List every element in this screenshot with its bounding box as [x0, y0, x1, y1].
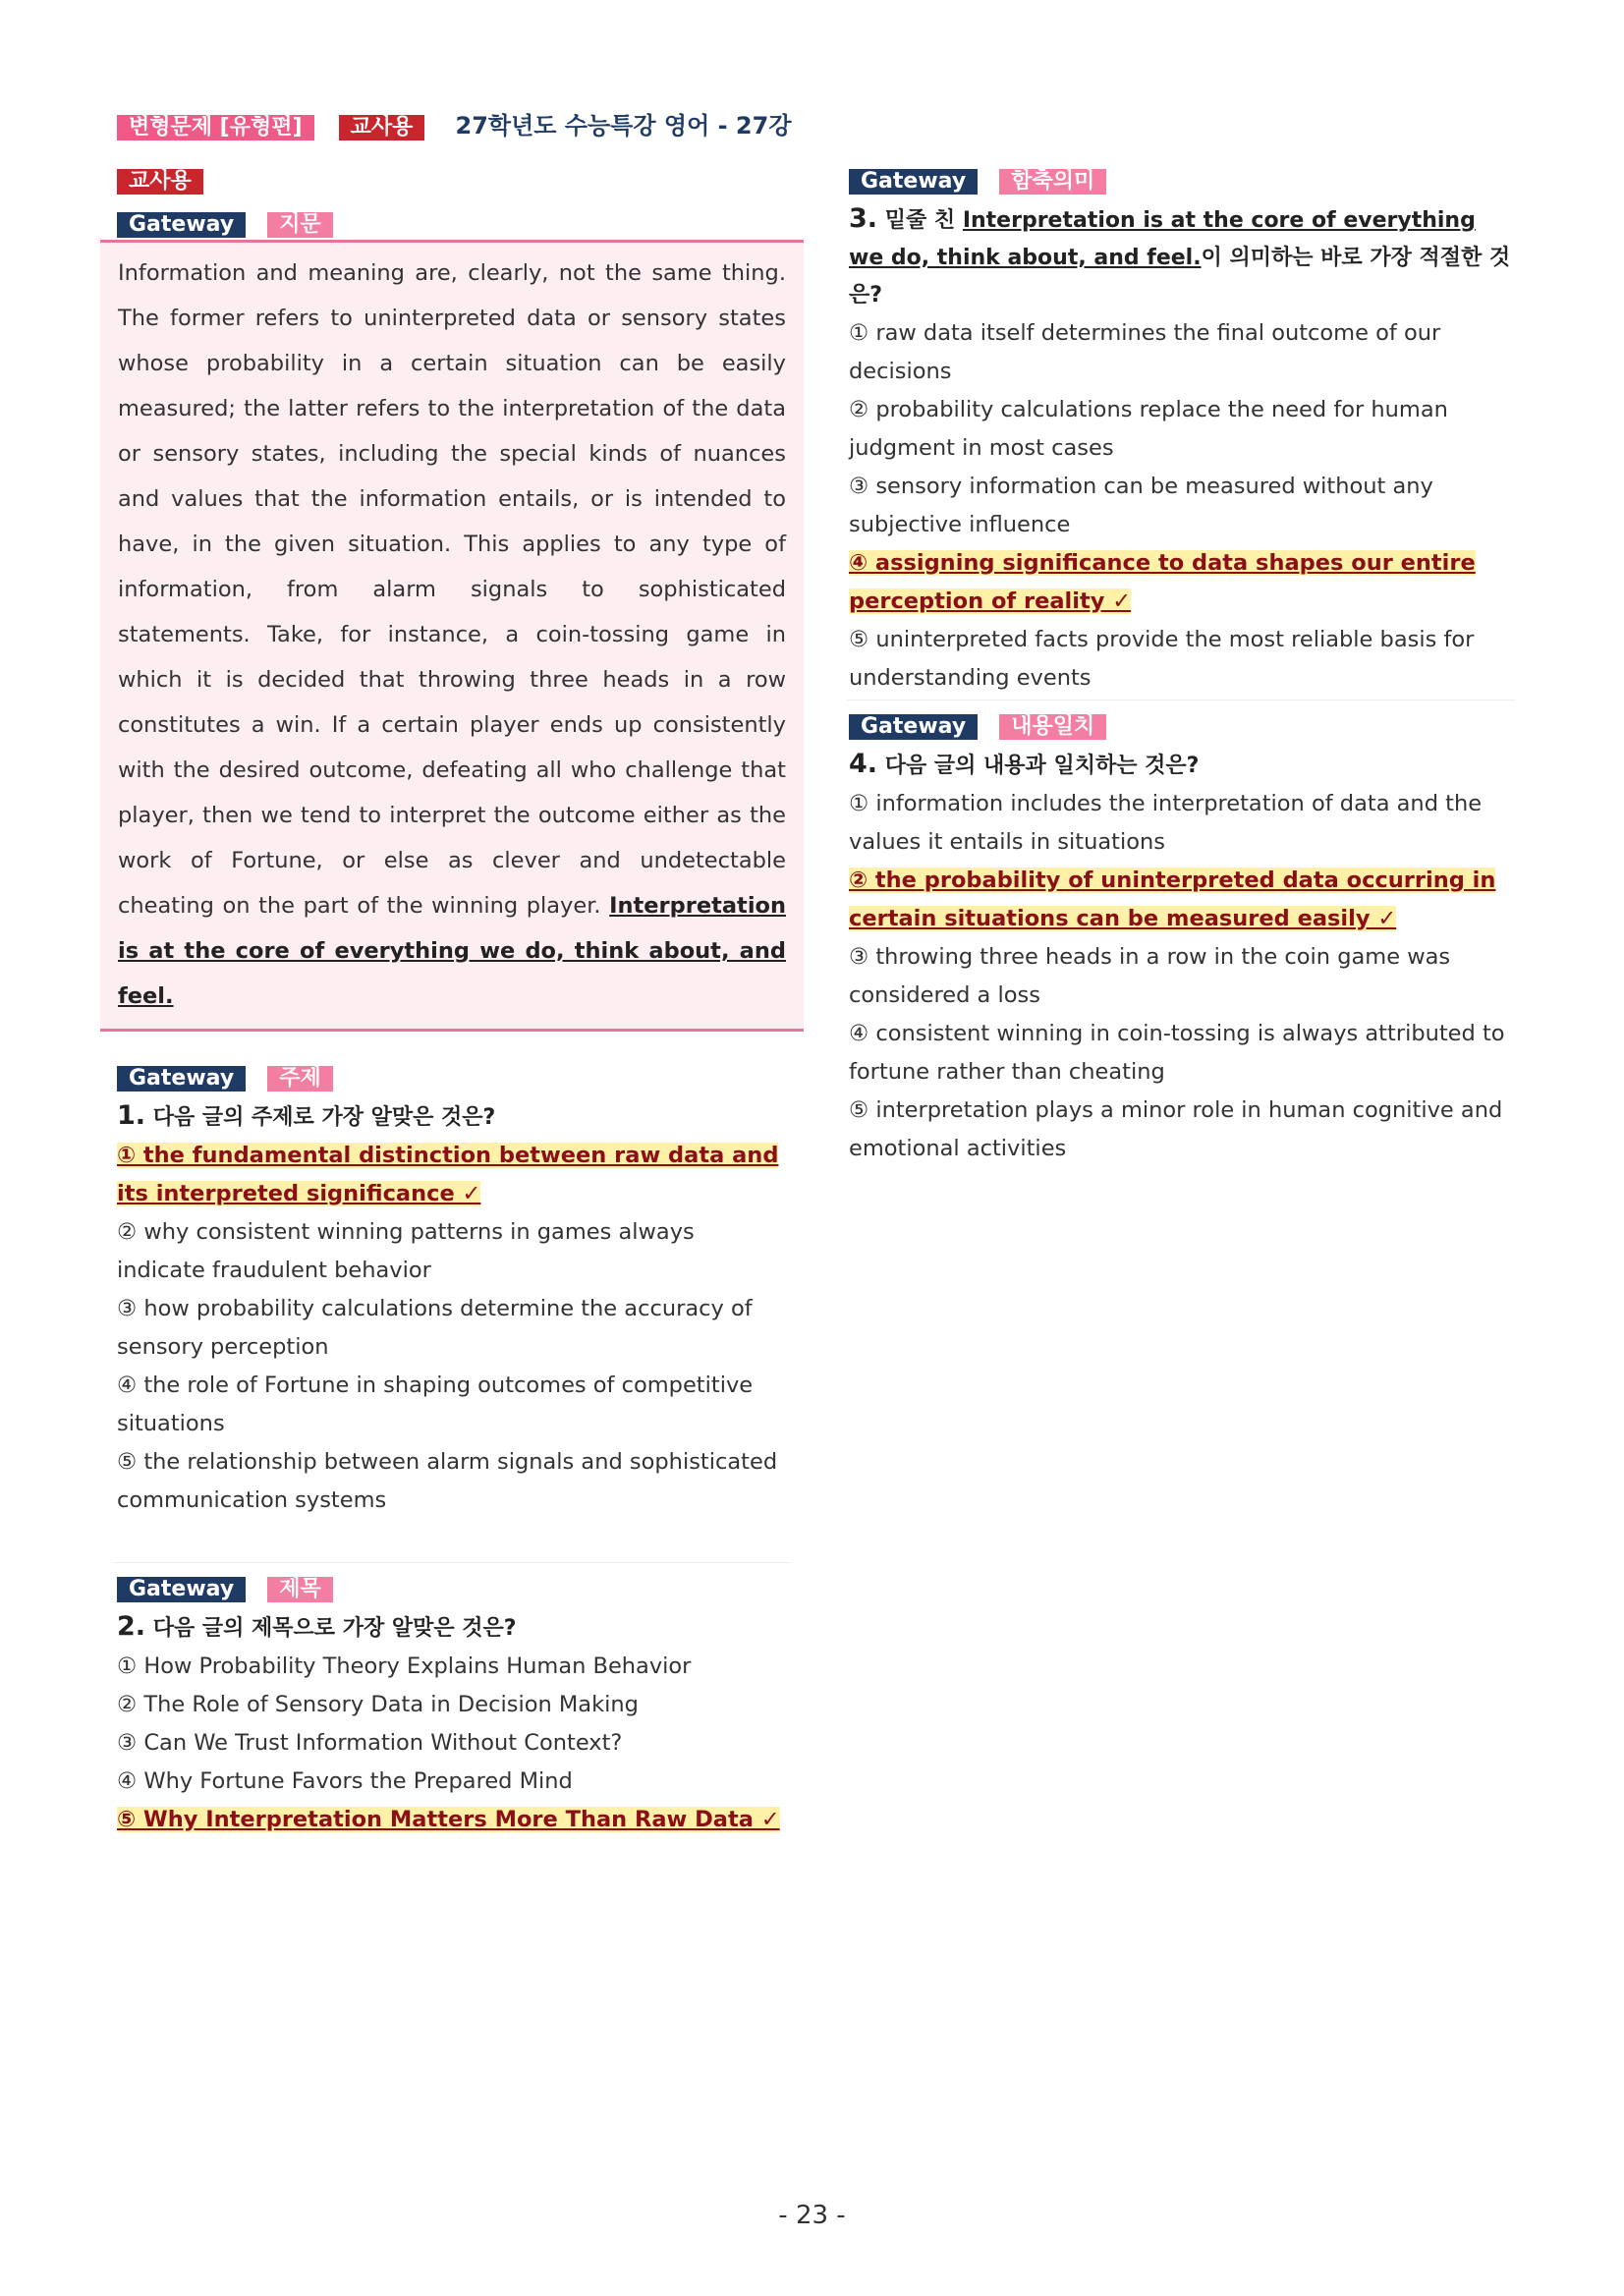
question-number: 3. [849, 203, 878, 234]
question-4 [849, 714, 1517, 1168]
option-3[interactable]: ③ how probability calculations determine the accuracy of sensory perception [117, 1296, 753, 1360]
option-3[interactable]: ③ throwing three heads in a row in the coin game was considered a loss [849, 944, 1451, 1008]
question-text: 다음 글의 제목으로 가장 알맞은 것은? [152, 1616, 517, 1641]
teacher-tag-left: 교사용 [117, 169, 203, 195]
page-title: 27학년도 수능특강 영어 - 27강 [455, 112, 792, 140]
option-5[interactable]: ⑤ interpretation plays a minor role in human cognitive and emotional activities [849, 1097, 1503, 1161]
question-suffix: 이 의미하는 바로 가장 적절한 것은? [849, 246, 1511, 308]
question-number: 1. [117, 1100, 146, 1131]
title-tag: 제목 [267, 1577, 333, 1602]
divider [113, 1562, 791, 1563]
question-number: 2. [117, 1611, 146, 1642]
option-2[interactable]: ② The Role of Sensory Data in Decision Making [117, 1692, 639, 1717]
question-title [849, 746, 1517, 785]
question-3 [849, 169, 1517, 698]
question-underlined: Interpretation is at the core of everything we do, think about, and feel. [849, 208, 1476, 270]
gateway-tag: Gateway [117, 212, 246, 238]
option-5[interactable]: ⑤ uninterpreted facts provide the most reliable basis for understanding events [849, 627, 1475, 691]
passage-box [100, 240, 804, 1032]
gateway-tag: Gateway [849, 169, 978, 195]
topic-tag: 주제 [267, 1066, 333, 1092]
option-2[interactable]: ② the probability of uninterpreted data occurring in certain situations can be measured easily ✓ [849, 868, 1496, 931]
question-text: 다음 글의 내용과 일치하는 것은? [884, 754, 1200, 778]
page-number: - 23 - [778, 2201, 846, 2230]
passage-tag: 지문 [267, 212, 333, 238]
question-title [117, 1608, 785, 1648]
content-match-tag: 내용일치 [999, 714, 1106, 740]
left-column [100, 169, 804, 1032]
option-2[interactable]: ② why consistent winning patterns in games always indicate fraudulent behavior [117, 1219, 695, 1283]
option-1[interactable]: ① raw data itself determines the final outcome of our decisions [849, 320, 1441, 384]
question-number: 4. [849, 749, 878, 779]
option-5[interactable]: ⑤ Why Interpretation Matters More Than Raw Data ✓ [117, 1807, 780, 1832]
option-3[interactable]: ③ Can We Trust Information Without Context? [117, 1730, 623, 1756]
gateway-tag: Gateway [849, 714, 978, 740]
teacher-tag: 교사용 [339, 115, 425, 140]
option-4[interactable]: ④ assigning significance to data shapes our entire perception of reality ✓ [849, 550, 1476, 614]
passage-underlined-sentence: Interpretation is at the core of everything we do, think about, and feel. [118, 893, 787, 1009]
question-title [117, 1097, 785, 1137]
option-4[interactable]: ④ Why Fortune Favors the Prepared Mind [117, 1768, 573, 1794]
option-1[interactable]: ① the fundamental distinction between raw data and its interpreted significance ✓ [117, 1143, 779, 1206]
option-5[interactable]: ⑤ the relationship between alarm signals and sophisticated communication systems [117, 1449, 778, 1513]
question-2 [117, 1577, 785, 1839]
option-2[interactable]: ② probability calculations replace the need for human judgment in most cases [849, 397, 1448, 461]
passage-text: Information and meaning are, clearly, not the same thing. The former refers to uninterpreted data or sensory states whose probability in a certain situation can be easily measured; the latter refers to the interpretation of the data or sensory states, including the special kinds of nuances and values that the information entails, or is intended to have, in the given situation. This applies to any type of information, from alarm signals to sophisticated statements. Take, for instance, a coin-tossing game in which it is decided that throwing three heads in a row constitutes a win. If a certain player ends up consistently with the desired outcome, defeating all who challenge that player, then we tend to interpret the outcome either as the work of Fortune, or else as clever and undetectable cheating on the part of the winning player. [118, 260, 786, 919]
implication-tag: 함축의미 [999, 169, 1106, 195]
question-1 [117, 1066, 785, 1520]
gateway-tag: Gateway [117, 1066, 246, 1092]
option-4[interactable]: ④ the role of Fortune in shaping outcomes of competitive situations [117, 1372, 754, 1436]
option-4[interactable]: ④ consistent winning in coin-tossing is always attributed to fortune rather than cheating [849, 1021, 1505, 1085]
option-3[interactable]: ③ sensory information can be measured without any subjective influence [849, 474, 1433, 537]
question-text: 다음 글의 주제로 가장 알맞은 것은? [152, 1105, 496, 1130]
option-1[interactable]: ① information includes the interpretation of data and the values it entails in situations [849, 791, 1483, 855]
page-header [117, 106, 792, 138]
gateway-tag: Gateway [117, 1577, 246, 1602]
question-prefix: 밑줄 친 [884, 208, 956, 233]
question-title [849, 200, 1517, 314]
option-1[interactable]: ① How Probability Theory Explains Human Behavior [117, 1653, 692, 1679]
type-tag: 변형문제 [유형편] [117, 115, 314, 140]
